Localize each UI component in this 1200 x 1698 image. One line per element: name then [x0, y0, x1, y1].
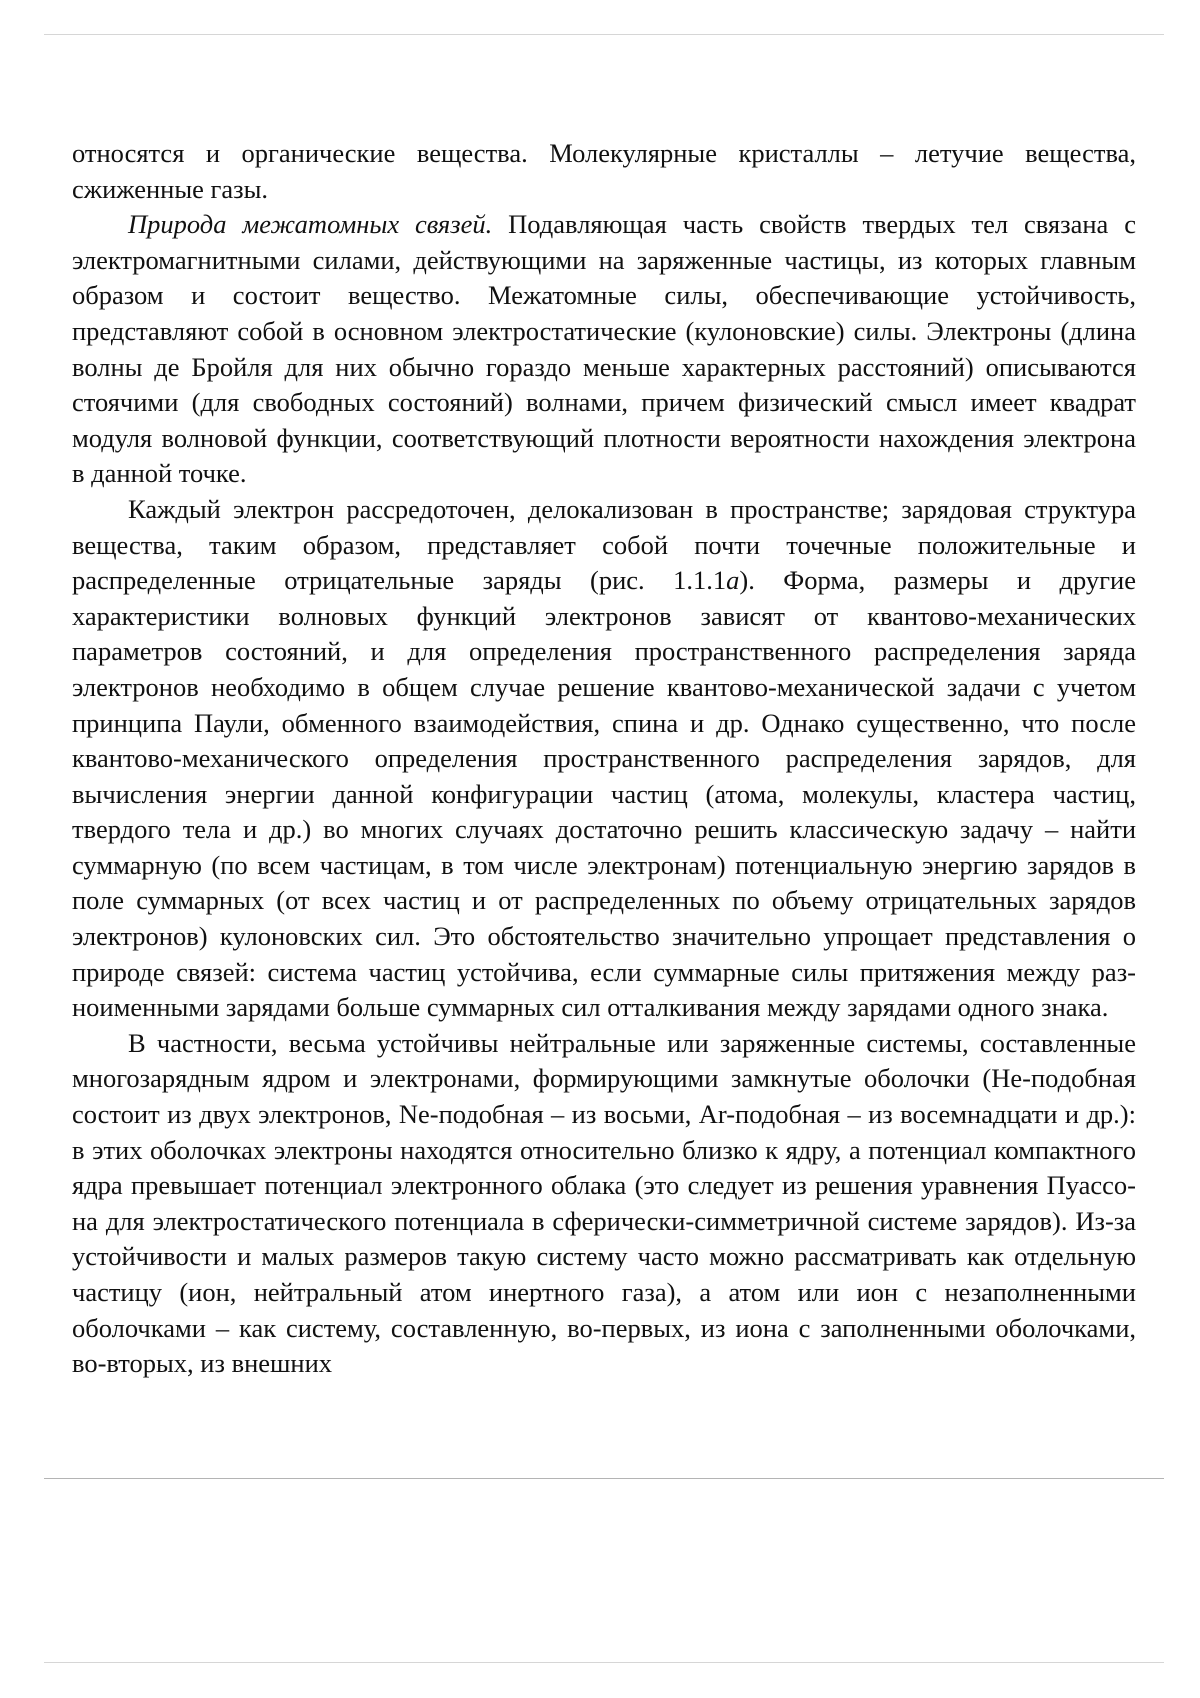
section-run-in-heading: Природа межатомных связей.	[128, 209, 492, 239]
figure-reference-letter: а	[726, 565, 739, 595]
page-body	[72, 136, 1136, 1382]
paragraph-text: относятся и органические вещества. Молекулярные кристаллы – летучие ве­щества, сжиженные газы.	[72, 138, 1136, 204]
paragraph-closed-shells	[72, 1026, 1136, 1382]
paragraph-text: В частности, весьма устойчивы нейтральные или заряженные системы, составленные многозарядным ядром и электронами, формирующими замкну­тые оболочки (He-подобная состоит из двух электронов, Ne-подобная – из во­сьми, Ar-подобная – из восемнадцати и др.): в этих оболочках электроны на­ходятся относительно близко к ядру, а потенциал компактного ядра превыша­ет потенциал электронного облака (это следует из решения уравнения Пуассо­на для электростатического потенциала в сферически-симметричной системе зарядов). Из-за устойчивости и малых размеров такую систему часто можно рассматривать как отдельную частицу (ион, нейтральный атом инертного газа), а атом или ион с незаполненными оболочками – как систему, составлен­ную, во-первых, из иона с заполненными оболочками, во-вторых, из внешних	[72, 1028, 1136, 1378]
top-divider	[44, 34, 1164, 35]
paragraph-electron-delocalization	[72, 492, 1136, 1026]
paragraph-continuation	[72, 136, 1136, 207]
paragraph-text: Каждый электрон рассредоточен, делокализован в пространстве; зарядо­вая структура вещества, таким образом, представляет собой почти точечные положительные и распределенные отрицательные заряды (рис. 1.1.1	[72, 494, 1136, 595]
bottom-divider	[44, 1662, 1164, 1663]
scan-seam-line	[44, 1478, 1164, 1479]
paragraph-interatomic-bonds	[72, 207, 1136, 492]
paragraph-text: Подавляющая часть свойств твердых тел связана с электромагнитными силами, действующими на заряженные части­цы, из которых главным образом и состоит вещество. Межатомные силы, обеспечивающие устойчивость, представляют собой в основном электроста­тические (кулоновские) силы. Электроны (длина волны де Бройля для них обычно гораздо меньше характерных расстояний) описываются стоячими (для свободных состояний) волнами, причем физический смысл имеет квад­рат модуля волновой функции, соответствующий плотности вероятности на­хождения электрона в данной точке.	[72, 209, 1136, 488]
paragraph-text: ). Фор­ма, размеры и другие характеристики волновых функций электронов зависят от квантово-механических параметров состояний, и для определения про­странственного распределения заряда электронов необходимо в общем слу­чае решение квантово-механической задачи с учетом принципа Паули, об­менного взаимодействия, спина и др. Однако существенно, что после кванто­во-механического определения пространственного распределения зарядов, для вычисления энергии данной конфигурации частиц (атома, молекулы, кла­стера частиц, твердого тела и др.) во многих случаях достаточно решить клас­сическую задачу – найти суммарную (по всем частицам, в том числе электро­нам) потенциальную энергию зарядов в поле суммарных (от всех частиц и от распределенных по объему отрицательных зарядов электронов) кулоновских сил. Это обстоятельство значительно упрощает представления о природе свя­зей: система частиц устойчива, если суммарные силы притяжения между раз­ноименными зарядами больше суммарных сил отталкивания между зарядами одного знака.	[72, 565, 1136, 1022]
